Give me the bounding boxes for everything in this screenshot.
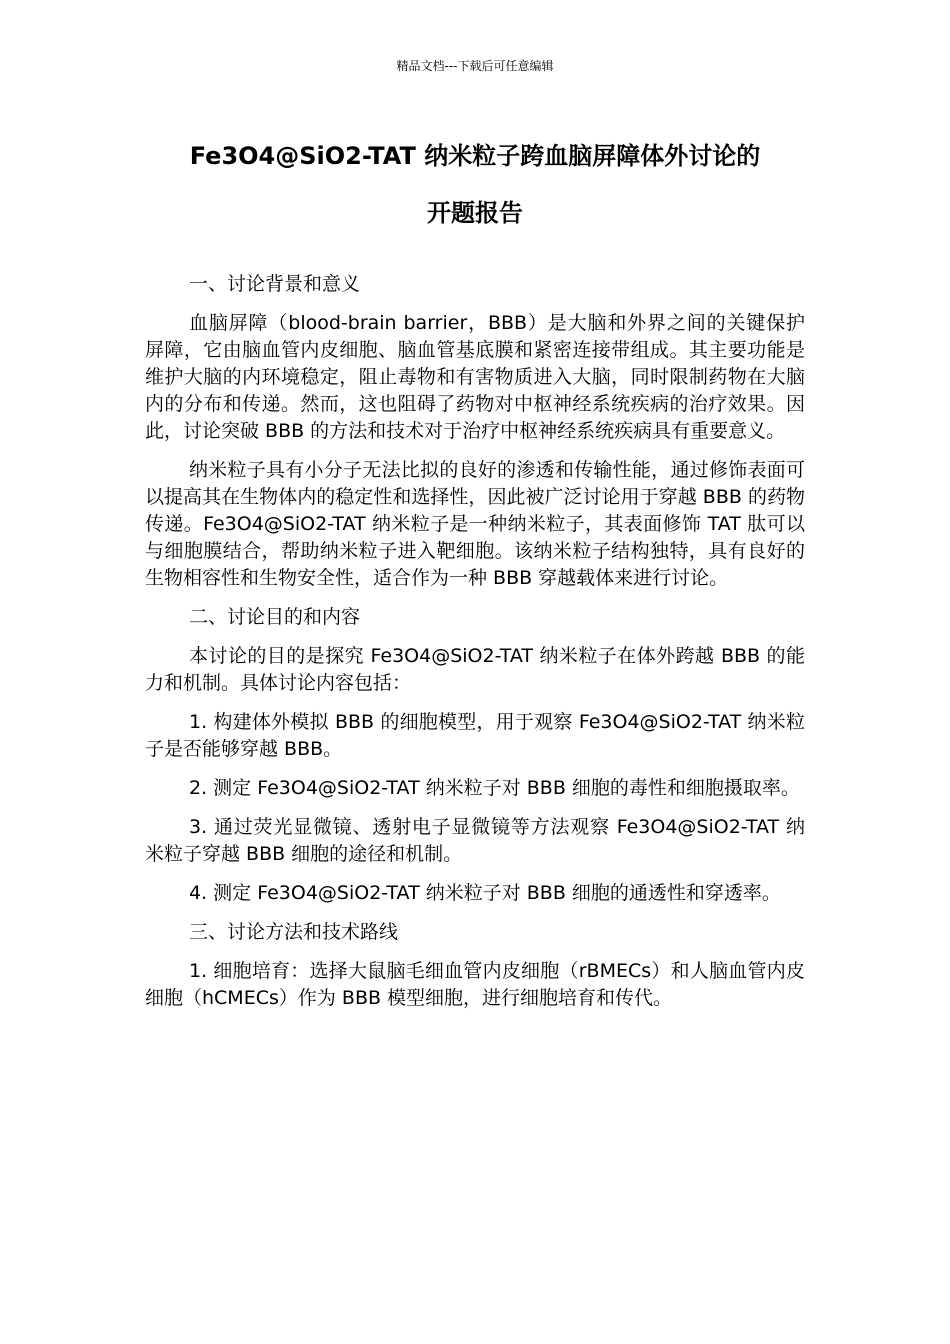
list-item-objective-3: 3. 通过荧光显微镜、透射电子显微镜等方法观察 Fe3O4@SiO2-TAT 纳米粒子穿越 BBB 细胞的途径和机制。 — [145, 816, 805, 865]
paragraph-objectives: 本讨论的目的是探究 Fe3O4@SiO2-TAT 纳米粒子在体外跨越 BBB 的能力和机制。具体讨论内容包括： — [145, 645, 805, 694]
document-body — [145, 271, 805, 1024]
list-item-method-1: 1. 细胞培育：选择大鼠脑毛细血管内皮细胞（rBMECs）和人脑血管内皮细胞（hCMECs）作为 BBB 模型细胞，进行细胞培育和传代。 — [145, 960, 805, 1009]
list-item-objective-2: 2. 测定 Fe3O4@SiO2-TAT 纳米粒子对 BBB 细胞的毒性和细胞摄取率。 — [189, 777, 800, 799]
paragraph-nanoparticle-intro: 纳米粒子具有小分子无法比拟的良好的渗透和传输性能，通过修饰表面可以提高其在生物体内的稳定性和选择性，因此被广泛讨论用于穿越 BBB 的药物传递。Fe3O4@SiO2-TAT 纳米粒子是一种纳米粒子，其表面修饰 TAT 肽可以与细胞膜结合，帮助纳米粒子进入靶细胞。该纳米粒子结构独特，具有良好的生物相容性和生物安全性，适合作为一种 BBB 穿越载体来进行讨论。 — [145, 459, 805, 589]
document-title-line-1: Fe3O4@SiO2-TAT 纳米粒子跨血脑屏障体外讨论的 — [189, 142, 761, 170]
list-item-objective-1: 1. 构建体外模拟 BBB 的细胞模型，用于观察 Fe3O4@SiO2-TAT 纳米粒子是否能够穿越 BBB。 — [145, 711, 805, 760]
section-heading-objectives: 二、讨论目的和内容 — [189, 606, 361, 628]
list-item-objective-4: 4. 测定 Fe3O4@SiO2-TAT 纳米粒子对 BBB 细胞的通透性和穿透率。 — [189, 882, 781, 904]
document-title-line-2: 开题报告 — [427, 199, 523, 227]
page-header-note: 精品文档---下载后可任意编辑 — [396, 59, 554, 73]
section-heading-methods: 三、讨论方法和技术路线 — [189, 921, 399, 943]
paragraph-bbb-intro: 血脑屏障（blood-brain barrier，BBB）是大脑和外界之间的关键保护屏障，它由脑血管内皮细胞、脑血管基底膜和紧密连接带组成。其主要功能是维护大脑的内环境稳定，阻止毒物和有害物质进入大脑，同时限制药物在大脑内的分布和传递。然而，这也阻碍了药物对中枢神经系统疾病的治疗效果。因此，讨论突破 BBB 的方法和技术对于治疗中枢神经系统疾病具有重要意义。 — [145, 312, 805, 442]
section-heading-background: 一、讨论背景和意义 — [189, 273, 361, 295]
